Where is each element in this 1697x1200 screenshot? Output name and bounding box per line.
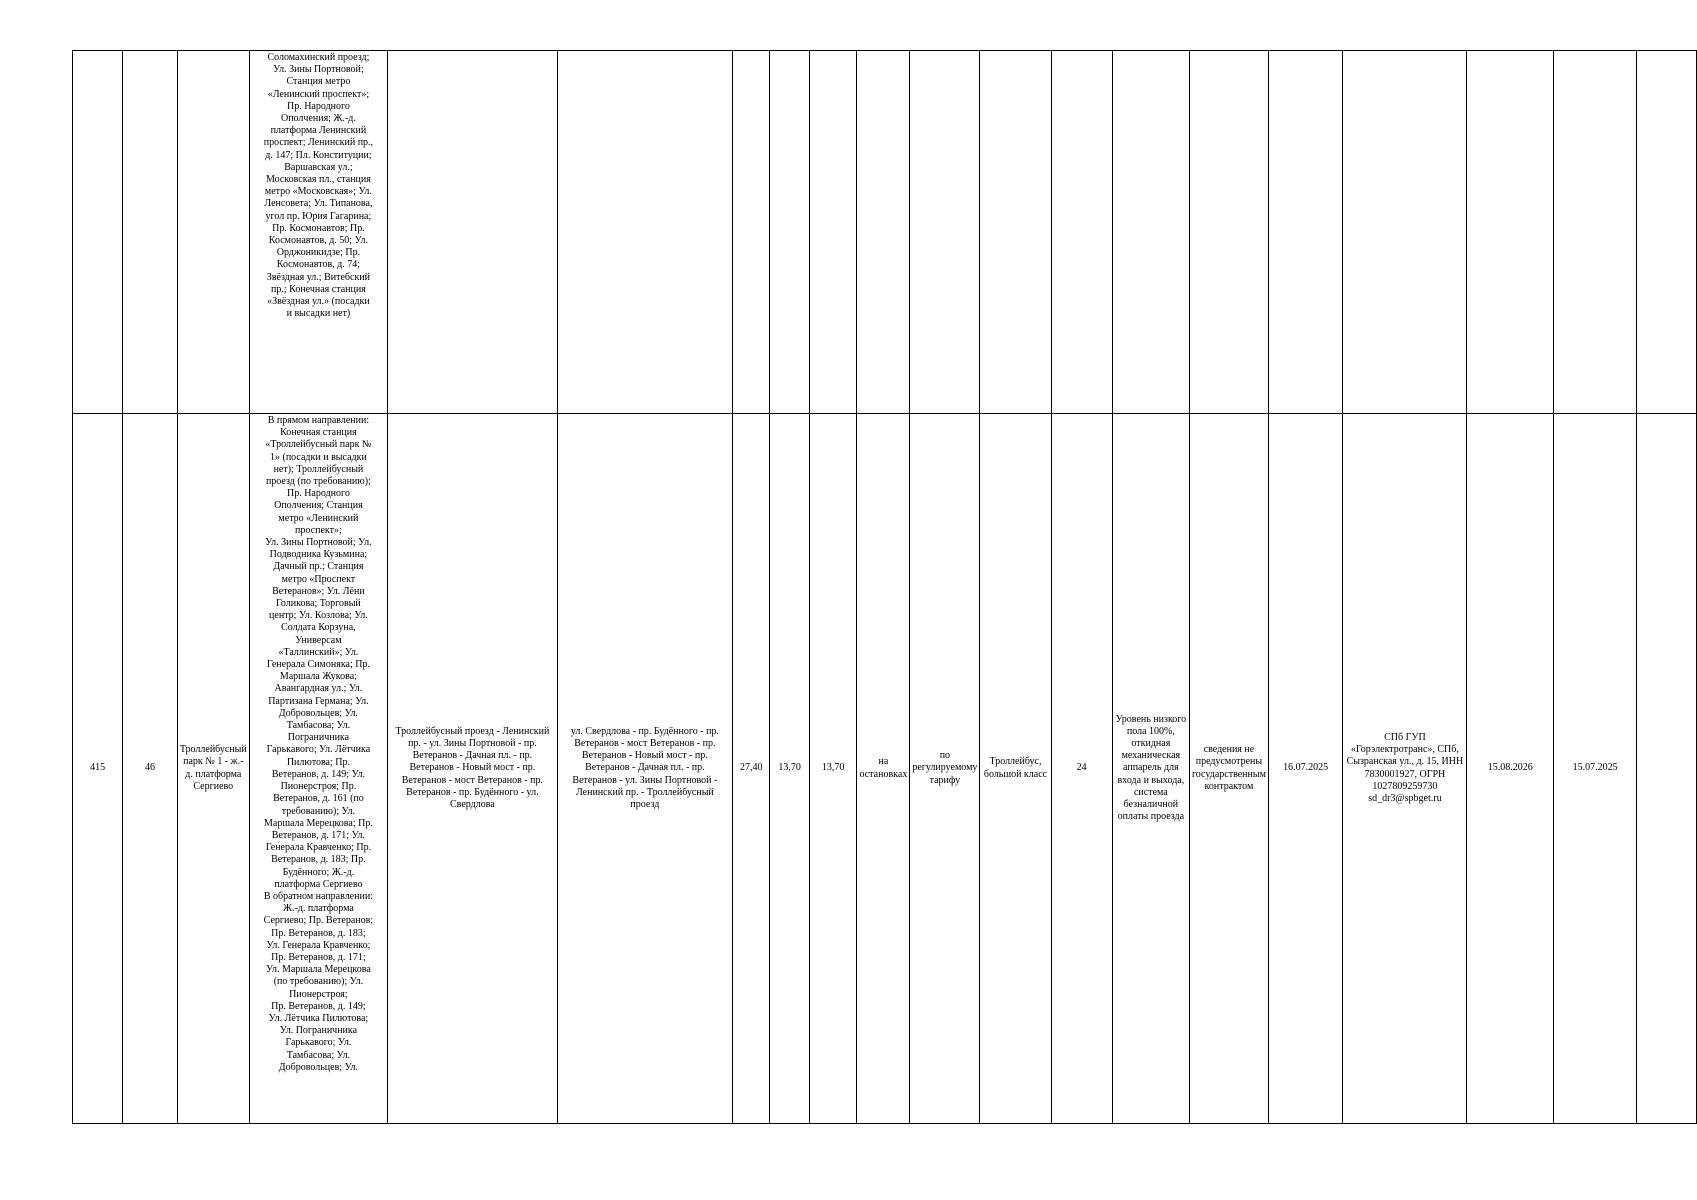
- extra-cell: [1637, 414, 1697, 1124]
- fare-mode-cell: [910, 51, 980, 414]
- contract-cell: [1189, 51, 1268, 414]
- route-name-cell: [177, 51, 249, 414]
- stop-mode-cell: на остановках: [857, 414, 910, 1124]
- start-date-cell: [1268, 51, 1343, 414]
- stops-cell: В прямом направлении: Конечная станция «Троллейбусный парк № 1» (посадки и высадки нет); Троллейбусный проезд (по требованию); Пр. Народного Ополчения; Станция метро «Ленинский проспект»; Ул. Зины Портновой; Ул. Подводника Кузьмина; Дачный пр.; Станция метро «Проспект Ветеранов»; Ул. Лёни Голикова; Торговый центр; Ул. Козлова; Ул. Солдата Корзуна, Универсам «Таллинский»; Ул. Генерала Симоняка; Пр. Маршала Жукова; Авангардная ул.; Ул. Партизана Германа; Ул. Добровольцев; Ул. Тамбасова; Ул. Пограничника Гарькавого; Ул. Лётчика Пилютова; Пр. Ветеранов, д. 149; Ул. Пионерстроя; Пр. Ветеранов, д. 161 (по требованию); Ул. Маршала Мерецкова; Пр. Ветеранов, д. 171; Ул. Генерала Кравченко; Пр. Ветеранов, д. 183; Пр. Будённого; Ж.-д. платформа Сергиево В обратном направлении: Ж.-д. платформа Сергиево; Пр. Ветеранов; Пр. Ветеранов, д. 183; Ул. Генерала Кравченко; Пр. Ветеранов, д. 171; Ул. Маршала Мерецкова (по требованию); Ул. Пионерстроя; Пр. Ветеранов, д. 149; Ул. Лётчика Пилютова; Ул. Пограничника Гарькавого; Ул. Тамбасова; Ул. Добровольцев; Ул.: [249, 414, 387, 1124]
- date-2-cell: [1467, 51, 1554, 414]
- stop-mode-cell: [857, 51, 910, 414]
- length-total-cell: 13,70: [809, 414, 857, 1124]
- path-backward-cell: [557, 51, 732, 414]
- vehicle-count-cell: [1051, 51, 1112, 414]
- route-registry-table: [72, 50, 1697, 1124]
- length-forward-cell: [733, 51, 770, 414]
- length-backward-cell: [770, 51, 809, 414]
- path-forward-cell: [388, 51, 558, 414]
- length-backward-cell: 13,70: [770, 414, 809, 1124]
- start-date-cell: 16.07.2025: [1268, 414, 1343, 1124]
- reg-no-cell: [73, 51, 123, 414]
- table-row: [73, 414, 1697, 1124]
- route-no-cell: 46: [123, 414, 178, 1124]
- length-forward-cell: 27,40: [733, 414, 770, 1124]
- path-backward-cell: ул. Свердлова - пр. Будённого - пр. Ветеранов - мост Ветеранов - пр. Ветеранов - Новый мост - пр. Ветеранов - Дачная пл. - пр. Ветеранов - ул. Зины Портновой - Ленинский пр. - Троллейбусный проезд: [557, 414, 732, 1124]
- extra-cell: [1637, 51, 1697, 414]
- path-forward-cell: Троллейбусный проезд - Ленинский пр. - ул. Зины Портновой - пр. Ветеранов - Дачная пл. - пр. Ветеранов - Новый мост - пр. Ветеранов - мост Ветеранов - пр. Ветеранов - пр. Будённого - ул. Свердлова: [388, 414, 558, 1124]
- reg-no-cell: 415: [73, 414, 123, 1124]
- date-3-cell: [1554, 51, 1637, 414]
- table-row: [73, 51, 1697, 414]
- carrier-cell: [1343, 51, 1467, 414]
- contract-cell: сведения не предусмотрены государственным контрактом: [1189, 414, 1268, 1124]
- fare-mode-cell: по регулируемому тарифу: [910, 414, 980, 1124]
- route-name-cell: Троллейбусный парк № 1 - ж.-д. платформа Сергиево: [177, 414, 249, 1124]
- eco-cell: Уровень низкого пола 100%, откидная механическая аппарель для входа и выхода, система безналичной оплаты проезда: [1112, 414, 1189, 1124]
- route-no-cell: [123, 51, 178, 414]
- vehicle-cell: Троллейбус, большой класс: [980, 414, 1051, 1124]
- stops-cell: Соломахинский проезд; Ул. Зины Портновой; Станция метро «Ленинский проспект»; Пр. Народного Ополчения; Ж.-д. платформа Ленинский проспект; Ленинский пр., д. 147; Пл. Конституции; Варшавская ул.; Московская пл., станция метро «Московская»; Ул. Ленсовета; Ул. Типанова, угол пр. Юрия Гагарина; Пр. Космонавтов; Пр. Космонавтов, д. 50; Ул. Орджоникидзе; Пр. Космонавтов, д. 74; Звёздная ул.; Витебский пр.; Конечная станция «Звёздная ул.» (посадки и высадки нет): [249, 51, 387, 414]
- vehicle-cell: [980, 51, 1051, 414]
- length-total-cell: [809, 51, 857, 414]
- date-3-cell: 15.07.2025: [1554, 414, 1637, 1124]
- eco-cell: [1112, 51, 1189, 414]
- carrier-cell: СПб ГУП «Горэлектротранс», СПб, Сызранская ул., д. 15, ИНН 7830001927, ОГРН 1027809259730 sd_dr3@spbget.ru: [1343, 414, 1467, 1124]
- date-2-cell: 15.08.2026: [1467, 414, 1554, 1124]
- vehicle-count-cell: 24: [1051, 414, 1112, 1124]
